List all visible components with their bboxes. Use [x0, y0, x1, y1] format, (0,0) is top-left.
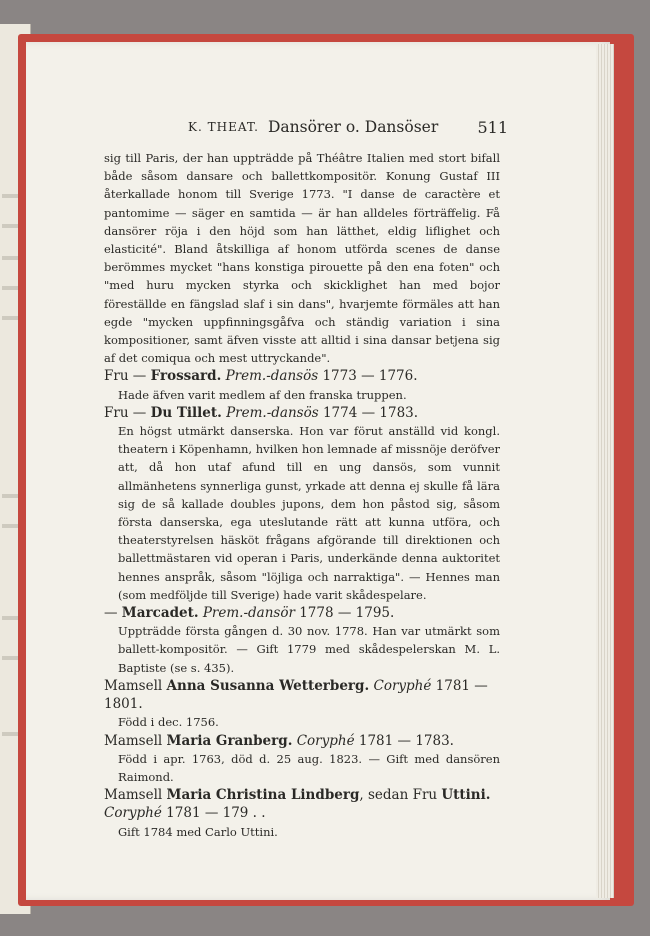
entry-married-name: Uttini. — [441, 787, 491, 804]
entry-role: Coryphé — [373, 677, 432, 694]
entry-heading — [104, 677, 500, 713]
entry-name: Marcadet. — [121, 605, 199, 622]
entry-heading — [104, 604, 500, 622]
entry-role: Coryphé — [104, 805, 162, 822]
page-body — [104, 149, 500, 841]
entry-role: Prem.-dansör — [202, 605, 295, 622]
entry-name: Maria Granberg. — [166, 732, 293, 749]
entry-role: Prem.-dansös — [225, 368, 319, 385]
entry-years: 1781 — 1783. — [358, 732, 454, 749]
intro-paragraph: sig till Paris, der han uppträdde på Théâtre Italien med stort bifall både såsom dansare och ballettkompositör. Konung Gustaf III återkallade honom till Sverige 1773. "I danse de caractère et pantomime — säger en samtida — är han alldeles förträffelig. Få dansörer röja i den höjd som han lätthet, eldig liflighet och elasticité". Bland åtskilliga af honom utförda scenes de danse berömmes mycket "hans konstiga pirouette på den ena foten" och "med huru mycken styrka och skicklighet han med bojor föreställde en fängslad slaf i sin dans", hvarjemte förmäles att han egde "mycken uppfinningsgåfva och ständig variation i sina kompositioner, samt äfven visste att alltid i sina dansar betjena sig af det comiqua och mest uttryckande". — [104, 151, 500, 366]
entry-name-suffix: , sedan Fru — [359, 787, 442, 804]
entry-body: En högst utmärkt danserska. Hon var förut anställd vid kongl. theatern i Köpenhamn, hvilken hon lemnade af missnöje deröfver att, då hon utaf afund till en ung dansös, som vunnit allmänhetens synnerliga gunst, yrkade att denna ej skulle få lära sig de så kallade doubles jupons, dem hon påstod sig, såsom första danserska, ega uteslutande rätt att kunna utföra, och theaterstyrelsen häsköt frågans afgörande till direktionen och ballettmästaren vid operan i Paris, underkände denna auktoritet hennes anspråk, såsom "löjliga och narraktiga". — Hennes man (som medföljde till Sverige) hade varit skådespelare. — [118, 424, 500, 602]
entry-name: Du Tillet. — [150, 404, 222, 421]
entry-body: Uppträdde första gången d. 30 nov. 1778. Han var utmärkt som ballett-kompositör. — Gift 1779 med skådespelerskan M. L. Baptiste (se s. 435). — [118, 624, 500, 675]
entry-heading — [104, 404, 500, 422]
entry-lindberg — [104, 786, 500, 841]
entry-years: 1781 — 1801. — [104, 677, 488, 713]
entry-prefix: Mamsell — [104, 677, 167, 694]
entry-heading — [104, 786, 500, 822]
page-edges — [596, 44, 614, 898]
entry-prefix: — — [104, 605, 122, 622]
entry-name: Anna Susanna Wetterberg. — [166, 677, 370, 694]
entry-years: 1778 — 1795. — [299, 605, 395, 622]
entry-years: 1773 — 1776. — [322, 368, 418, 385]
entry-heading — [104, 732, 500, 750]
entry-name: Frossard. — [150, 368, 222, 385]
entry-prefix: Mamsell — [104, 787, 167, 804]
entry-frossard — [104, 367, 500, 403]
entry-prefix: Fru — — [104, 404, 151, 421]
entry-years: 1774 — 1783. — [322, 404, 419, 421]
entry-granberg — [104, 732, 500, 787]
entry-body: Född i apr. 1763, död d. 25 aug. 1823. — Gift med dansören Raimond. — [118, 751, 500, 784]
entry-body: Född i dec. 1756. — [118, 715, 219, 730]
entry-heading — [104, 367, 500, 385]
entry-body: Gift 1784 med Carlo Uttini. — [118, 824, 278, 839]
entry-prefix: Mamsell — [104, 732, 167, 749]
running-head-title: Dansörer o. Dansöser — [268, 118, 439, 136]
entry-name: Maria Christina Lindberg — [166, 787, 360, 804]
running-header — [100, 118, 508, 142]
entry-wetterberg — [104, 677, 500, 732]
entry-body: Hade äfven varit medlem af den franska truppen. — [118, 387, 407, 402]
entry-role: Prem.-dansös — [226, 404, 319, 421]
entry-years: 1781 — 179 . . — [166, 805, 266, 822]
entry-marcadet — [104, 604, 500, 677]
entry-prefix: Fru — — [104, 368, 151, 385]
entry-role: Coryphé — [296, 732, 355, 749]
page-number: 511 — [477, 118, 508, 137]
running-head-section: K. THEAT. — [188, 120, 259, 134]
entry-du-tillet — [104, 404, 500, 604]
